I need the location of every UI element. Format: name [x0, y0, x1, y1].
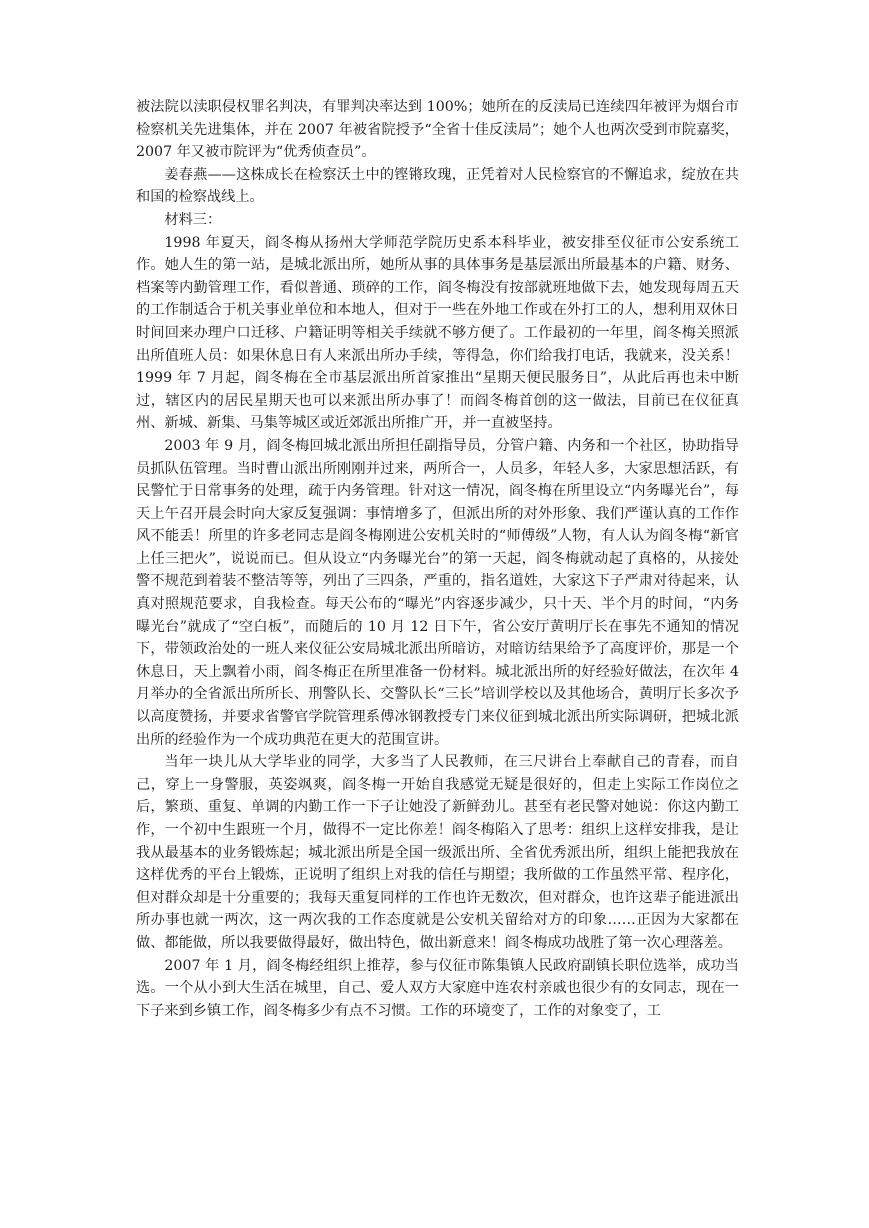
- paragraph: 2007 年 1 月，阎冬梅经组织上推荐，参与仪征市陈集镇人民政府副镇长职位选举，成功当选。一个从小到大生活在城里，自己、爱人双方大家庭中连农村亲戚也很少有的女同志，现在一下子来到乡镇工作，阎冬梅多少有点不习惯。工作的环境变了，工作的对象变了，工: [136, 957, 739, 1019]
- paragraph-continuation: 被法院以渎职侵权罪名判决，有罪判决率达到 100%；她所在的反渎局已连续四年被评为烟台市检察机关先进集体，并在 2007 年被省院授予“全省十佳反渎局”；她个人也两次受到市院嘉奖，2007 年又被市院评为“优秀侦查员”。: [136, 99, 739, 161]
- document-body: [136, 96, 739, 1022]
- paragraph: 当年一块儿从大学毕业的同学，大多当了人民教师，在三尺讲台上奉献自己的青春，而自己，穿上一身警服，英姿飒爽，阎冬梅一开始自我感觉无疑是很好的，但走上实际工作岗位之后，繁琐、重复、单调的内勤工作一下子让她没了新鲜劲儿。甚至有老民警对她说：你这内勤工作，一个初中生跟班一个月，做得不一定比你差！阎冬梅陷入了思考：组织上这样安排我，是让我从最基本的业务锻炼起；城北派出所是全国一级派出所、全省优秀派出所，组织上能把我放在这样优秀的平台上锻炼，正说明了组织上对我的信任与期望；我所做的工作虽然平常、程序化，但对群众却是十分重要的；我每天重复同样的工作也许无数次，但对群众，也许这辈子能进派出所办事也就一两次，这一两次我的工作态度就是公安机关留给对方的印象……正因为大家都在做、都能做，所以我要做得最好，做出特色，做出新意来！阎冬梅成功战胜了第一次心理落差。: [136, 754, 739, 951]
- paragraph-summary: 姜春燕——这株成长在检察沃土中的铿锵玫瑰，正凭着对人民检察官的不懈追求，绽放在共和国的检察战线上。: [136, 166, 739, 206]
- paragraph: 1998 年夏天，阎冬梅从扬州大学师范学院历史系本科毕业，被安排至仪征市公安系统工作。她人生的第一站，是城北派出所，她所从事的具体事务是基层派出所最基本的户籍、财务、档案等内勤管理工作，看似普通、琐碎的工作，阎冬梅没有按部就班地做下去，她发现每周五天的工作制适合于机关事业单位和本地人，但对于一些在外地工作或在外打工的人，想利用双休日时间回来办理户口迁移、户籍证明等相关手续就不够方便了。工作最初的一年里，阎冬梅关照派出所值班人员：如果休息日有人来派出所办手续，等得急，你们给我打电话，我就来，没关系！1999 年 7 月起，阎冬梅在全市基层派出所首家推出“星期天便民服务日”，从此后再也未中断过，辖区内的居民星期天也可以来派出所办事了！而阎冬梅首创的这一做法，目前已在仪征真州、新城、新集、马集等城区或近郊派出所推广开，并一直被坚持。: [136, 234, 739, 432]
- paragraph: 2003 年 9 月，阎冬梅回城北派出所担任副指导员，分管户籍、内务和一个社区，协助指导员抓队伍管理。当时曹山派出所刚刚并过来，两所合一，人员多，年轻人多，大家思想活跃，有民警忙于日常事务的处理，疏于内务管理。针对这一情况，阎冬梅在所里设立“内务曝光台”，每天上午召开晨会时向大家反复强调：事情增多了，但派出所的对外形象、我们严谨认真的工作作风不能丢！所里的许多老同志是阎冬梅刚进公安机关时的“师傅级”人物，有人认为阎冬梅“新官上任三把火”，说说而已。但从设立“内务曝光台”的第一天起，阎冬梅就动起了真格的，从接处警不规范到着装不整洁等等，列出了三四条，严重的，指名道姓，大家这下子严肃对待起来，认真对照规范要求，自我检查。每天公布的“曝光”内容逐步减少，只十天、半个月的时间，“内务曝光台”就成了“空白板”，而随后的 10 月 12 日下午，省公安厅黄明厅长在事先不通知的情况下，带领政治处的一班人来仪征公安局城北派出所暗访，对暗访结果给予了高度评价，那是一个休息日，天上飘着小雨，阎冬梅正在所里准备一份材料。城北派出所的好经验好做法，在次年 4 月举办的全省派出所所长、刑警队长、交警队长“三长”培训学校以及其他场合，黄明厅长多次予以高度赞扬，并要求省警官学院管理系傅冰钢教授专门来仪征到城北派出所实际调研，把城北派出所的经验作为一个成功典范在更大的范围宣讲。: [136, 437, 739, 748]
- section-heading-material-three: 材料三：: [164, 211, 222, 228]
